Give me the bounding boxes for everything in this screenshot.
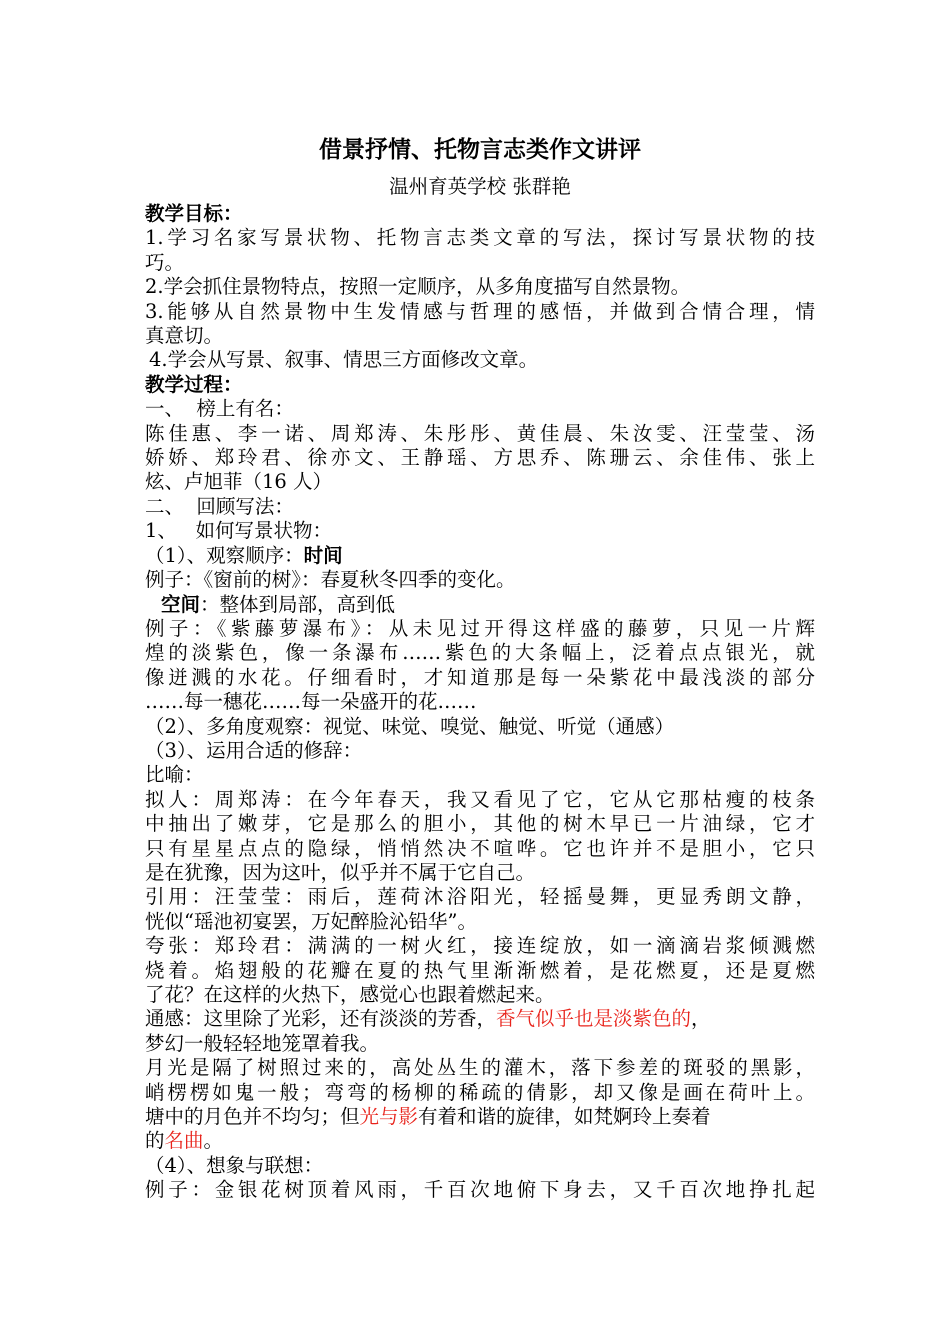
document-title: 借景抒情、托物言志类作文讲评 xyxy=(319,136,641,163)
synesthesia-line-1 xyxy=(145,1007,815,1031)
names-line-2: 娇娇、郑玲君、徐亦文、王静瑶、方思乔、陈珊云、余佳伟、张上 xyxy=(145,446,815,470)
goals-heading: 教学目标： xyxy=(145,202,243,225)
observation-order xyxy=(145,544,815,568)
moonlight-line-3 xyxy=(145,1105,815,1129)
exaggeration-line-3: 了花？在这样的火热下，感觉心也跟着燃起来。 xyxy=(145,983,555,1006)
personification-line-3: 只有星星点点的隐绿，悄悄然决不喧哗。它也许并不是胆小，它只 xyxy=(145,836,815,860)
personification-line-4: 是在犹豫，因为这叶，似乎并不属于它自己。 xyxy=(145,860,536,884)
moonlight-line-2: 峭楞楞如鬼一般；弯弯的杨柳的稀疏的倩影，却又像是画在荷叶上。 xyxy=(145,1080,815,1104)
goal-3-line-2: 真意切。 xyxy=(145,324,224,348)
moonlight-text-1: 塘中的月色并不均匀；但 xyxy=(145,1105,360,1129)
moonlight-text-3: 的 xyxy=(145,1129,165,1153)
exaggeration-line-1: 夸张：郑玲君：满满的一树火红，接连绽放，如一滴滴岩浆倾溅燃 xyxy=(145,934,815,958)
quotation-line-2: 恍似“瑶池初宴罢，万妃醉脸沁铅华”。 xyxy=(145,909,477,933)
example-window-tree: 例子：《窗前的树》：春夏秋冬四季的变化。 xyxy=(145,568,516,592)
space-order xyxy=(145,593,815,617)
names-line-3: 炫、卢旭菲（16 人） xyxy=(145,470,333,494)
process-heading: 教学过程： xyxy=(145,372,243,396)
moonlight-text-4: 。 xyxy=(203,1129,224,1153)
example-wisteria-line-3: 像迸溅的水花。仔细看时，才知道那是每一朵紫花中最浅淡的部分 xyxy=(145,665,815,689)
moonlight-text-2: 有着和谐的旋律，如梵婀玲上奏着 xyxy=(418,1105,711,1129)
section-1-heading: 一、 榜上有名： xyxy=(145,397,294,421)
time-keyword: 时间 xyxy=(303,543,343,567)
author-line: 温州育英学校 张群艳 xyxy=(389,175,571,198)
imagination-heading: （4）、想象与联想： xyxy=(145,1153,324,1177)
metaphor-label: 比喻： xyxy=(145,763,204,787)
section-2-heading: 二、 回顾写法： xyxy=(145,494,294,518)
goal-1-line-2: 巧。 xyxy=(145,250,185,274)
space-order-text: ：整体到局部，高到低 xyxy=(200,592,396,616)
light-shadow-highlight: 光与影 xyxy=(359,1105,419,1129)
synesthesia-highlight: 香气似乎也是淡紫色的 xyxy=(496,1007,692,1031)
personification-line-1: 拟人：周郑涛：在今年春天，我又看见了它，它从它那枯瘦的枝条 xyxy=(145,787,815,811)
goal-4: 4.学会从写景、叙事、情思三方面修改文章。 xyxy=(149,348,539,372)
synesthesia-text: 通感：这里除了光彩，还有淡淡的芳香， xyxy=(145,1007,497,1031)
document-page xyxy=(145,128,815,1203)
moonlight-line-1: 月光是隔了树照过来的，高处丛生的灌木，落下参差的斑驳的黑影， xyxy=(145,1056,815,1080)
personification-line-2: 中抽出了嫩芽，它是那么的胆小，其他的树木早已一片油绿，它才 xyxy=(145,812,815,836)
subsection-1-heading: 1、 如何写景状物： xyxy=(145,519,333,543)
goal-1-line-1: 1.学习名家写景状物、托物言志类文章的写法，探讨写景状物的技 xyxy=(145,226,815,250)
moonlight-line-4 xyxy=(145,1129,815,1153)
synesthesia-comma: ， xyxy=(691,1007,711,1031)
famous-song-highlight: 名曲 xyxy=(164,1129,204,1153)
observation-order-label: （1）、观察顺序： xyxy=(145,543,304,567)
multi-angle-observation: （2）、多角度观察：视觉、味觉、嗅觉、触觉、听觉（通感） xyxy=(145,714,675,738)
goal-2: 2.学会抓住景物特点，按照一定顺序，从多角度描写自然景物。 xyxy=(145,275,691,299)
quotation-line-1: 引用：汪莹莹：雨后，莲荷沐浴阳光，轻摇曼舞，更显秀朗文静， xyxy=(145,885,815,909)
example-honeysuckle: 例子：金银花树顶着风雨，千百次地俯下身去，又千百次地挣扎起 xyxy=(145,1178,815,1202)
example-wisteria-line-1: 例子：《紫藤萝瀑布》：从未见过开得这样盛的藤萝，只见一片辉 xyxy=(145,616,815,640)
example-wisteria-line-4: ……每一穗花……每一朵盛开的花…… xyxy=(145,690,477,714)
exaggeration-line-2: 烧着。焰翅般的花瓣在夏的热气里渐渐燃着，是花燃夏，还是夏燃 xyxy=(145,958,815,982)
synesthesia-line-2: 梦幻一般轻轻地笼罩着我。 xyxy=(145,1031,380,1055)
rhetoric-heading: （3）、运用合适的修辞： xyxy=(145,738,363,762)
goal-3-line-1: 3.能够从自然景物中生发情感与哲理的感悟，并做到合情合理，情 xyxy=(145,299,815,323)
example-wisteria-line-2: 煌的淡紫色，像一条瀑布……紫色的大条幅上，泛着点点银光，就 xyxy=(145,641,815,665)
space-keyword: 空间 xyxy=(161,592,201,616)
names-line-1: 陈佳惠、李一诺、周郑涛、朱彤彤、黄佳晨、朱汝雯、汪莹莹、汤 xyxy=(145,421,815,445)
